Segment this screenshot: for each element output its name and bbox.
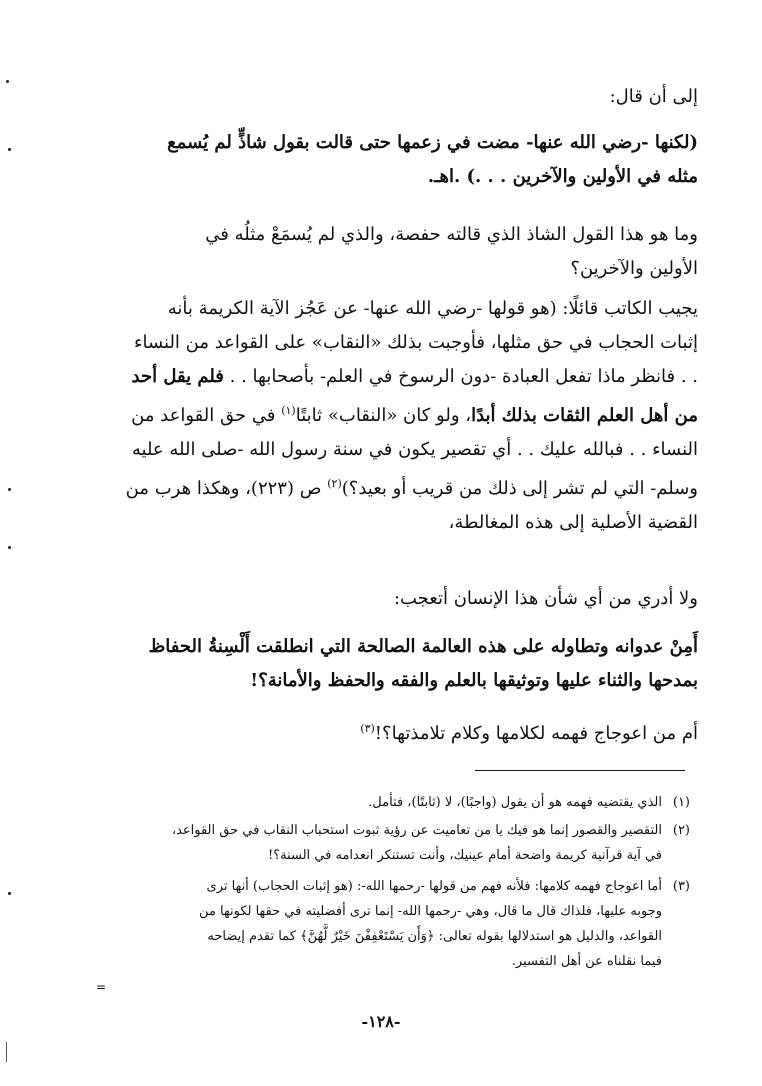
footnote-separator [475, 770, 685, 771]
final-question: أم من اعوجاج فهمه لكلامها وكلام تلامذتها؟!$^{(٣)}$ [360, 722, 698, 744]
question-line-1: وما هو هذا القول الشاذ الذي قالته حفصة، والذي لم يُسمَعْ مثلُه في [205, 224, 698, 245]
emphasis-text: من أهل العلم الثقات بذلك أبدًا [471, 405, 698, 426]
footnote-3: (٣)أما اعوجاج فهمه كلامها: فلأنه فهم من قولها -رحمها الله-: (هو إثبات الحجاب) أنها ترى وجوبه عليها، فلذاك قال ما قال، وهي -رحمها الله- إنما ترى أفضليته في حقها لكونها من القواعد، والدليل هو استدلالها بقوله تعالى: ﴿وَأَن يَسْتَعْفِفْنَ خَيْرٌ لَّهُنَّ﴾ كما تقدم إيضاحه فيما نقلناه عن أهل التفسير. [80, 874, 690, 974]
footnote-2: (٢)التقصير والقصور إنما هو فيك يا من تعاميت عن رؤية ثبوت استحباب النقاب في حق القواعد، في آية قرآنية كريمة واضحة أمام عينيك، وأنت تستنكر انعدامه في السنة؟! [80, 818, 690, 868]
footnote-number: (٣) [672, 879, 690, 894]
answer-line-4: من أهل العلم الثقات بذلك أبدًا، ولو كان «النقاب» ثابتًا$^{(١)}$ في حق القواعد من [131, 404, 698, 426]
answer-line-5: النساء . . فبالله عليك . . أي تقصير يكون في سنة رسول الله -صلى الله عليه [131, 439, 698, 460]
stray-mark: = [96, 980, 107, 994]
emphasis-text: فلم يقل أحد [131, 366, 224, 387]
footnote-ref-2[interactable]: (٢) [327, 477, 342, 490]
rhetorical-line-1: أَمِنْ عدوانه وتطاوله على هذه العالمة الصالحة التي انطلقت أَلْسِنةُ الحفاظ [148, 636, 698, 657]
quote-line-2: مثله في الأولين والآخرين . . .) .اهـ. [427, 166, 698, 187]
page-number: -١٢٨- [361, 1012, 401, 1031]
answer-line-2: إثبات الحجاب في حق مثلها، فأوجبت بذلك «النقاب» على القواعد من النساء [134, 332, 698, 353]
footnote-number: (١) [672, 795, 690, 810]
question-paragraph [70, 218, 698, 286]
answer-line-1: يجيب الكاتب قائلًا: (هو قولها -رضي الله عنها- عن عَجُز الآية الكريمة بأنه [167, 298, 698, 319]
quote-paragraph [70, 126, 698, 194]
wonder-line: ولا أدري من أي شأن هذا الإنسان أتعجب: [393, 588, 698, 609]
quote-line-1: (لكنها -رضي الله عنها- مضت في زعمها حتى قالت بقول شاذٍّ لم يُسمع [167, 132, 698, 153]
rhetorical-paragraph [70, 630, 698, 698]
question-line-2: الأولين والآخرين؟ [570, 258, 698, 279]
scan-speck [8, 148, 11, 151]
scan-speck [8, 488, 11, 491]
author-answer-paragraph [70, 292, 698, 540]
scan-edge-line [6, 1042, 7, 1062]
answer-line-3: . . فانظر ماذا تفعل العبادة -دون الرسوخ في العلم- بأصحابها . . فلم يقل أحد [131, 366, 698, 387]
scan-speck [6, 80, 9, 83]
scan-speck [8, 546, 11, 549]
footnote-ref-3[interactable]: (٣) [360, 722, 375, 735]
footnote-number: (٢) [672, 823, 690, 838]
scan-speck [8, 892, 11, 895]
line-intro: إلى أن قال: [609, 86, 698, 107]
rhetorical-line-2: بمدحها والثناء عليها وتوثيقها بالعلم والفقه والحفظ والأمانة؟! [250, 670, 698, 691]
footnote-ref-1[interactable]: (١) [281, 404, 296, 417]
answer-line-7: القضية الأصلية إلى هذه المغالطة، [448, 512, 698, 533]
footnote-1: (١)الذي يقتضيه فهمه هو أن يقول (واجبًا)، لا (ثابتًا)، فتأمل. [80, 790, 690, 815]
answer-line-6: وسلم- التي لم تشر إلى ذلك من قريب أو بعيد؟)$^{(٢)}$ ص (٢٢٣)، وهكذا هرب من [125, 477, 698, 499]
